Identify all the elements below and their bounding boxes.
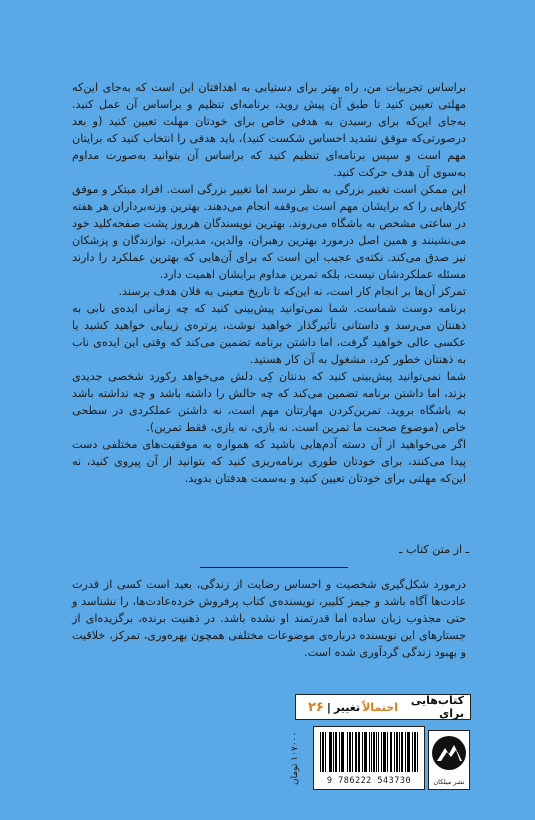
barcode-bar bbox=[381, 732, 382, 772]
barcode-bar bbox=[378, 732, 379, 772]
barcode-bar bbox=[387, 732, 388, 772]
barcode-bar bbox=[352, 732, 353, 772]
barcode-bar bbox=[385, 732, 386, 772]
barcode-bar bbox=[359, 732, 360, 772]
paragraph: براساس تجربیات من، راه بهتر برای دستیابی به اهدافتان این است که به‌جای این‌که مهلتی تعیین کنید تا طبق آن پیش روید، برنامه‌ای تنظیم و براساس آن عمل کنید. به‌جای این‌که برای رسیدن به هدفی خاص برای خودتان مهلت تعیین کنید (و بعد درصورتی‌که موفق نشدید احساس شکست کنید)، باید هدفی را انتخاب کنید که برایتان مهم است و سپس برنامه‌ای تنظیم کنید که براساس آن بتوانید به‌صورت مداوم به‌سوی آن هدف حرکت کنید. bbox=[72, 81, 466, 179]
about-text bbox=[72, 576, 466, 661]
barcode-bar bbox=[343, 732, 344, 772]
series-separator: | bbox=[326, 700, 331, 714]
barcode-bar bbox=[339, 732, 340, 772]
main-text bbox=[72, 79, 466, 487]
mountain-logo-icon bbox=[429, 731, 469, 775]
paragraph: شما نمی‌توانید پیش‌بینی کنید که بدنتان کِی دلش می‌خواهد رکورد شخصی جدیدی بزند، اما داشتن برنامه تضمین می‌کند که چه حالش را داشته باشد و چه نداشته باشد به باشگاه بروید. تمرین‌کردن مهارتتان مهم است، نه داشتن عملکردی در سطحی خاص (موضوع صحبت ما تمرین است. نه بازی، نه بازی، فقط تمرین). bbox=[72, 370, 466, 434]
paragraph: این ممکن است تغییر بزرگی به نظر نرسد اما تغییر بزرگی است. افراد مبتکر و موفق کارهایی را که برایشان مهم است بی‌وقفه انجام می‌دهند. بهترین وزنه‌برداران هر هفته در ساعتی مشخص به باشگاه می‌روند. بهترین نویسندگان هرروز پشت صفحه‌کلید خود می‌نشینند و همین اصل درمورد بهترین رهبران، والدین، مدیران، نوازندگان و پزشکان نیز صدق می‌کند. نکته‌ی عجیب این است که برای آن‌هایی که بهترین عملکرد را دارند مسئله عملکردشان نیست، بلکه تمرین مداوم برایشان اهمیت دارد. bbox=[72, 183, 466, 281]
source-attribution: ـ از متن کتاب ـ bbox=[399, 543, 469, 556]
barcode-bar bbox=[397, 732, 398, 772]
barcode-bar bbox=[399, 732, 400, 772]
divider bbox=[200, 567, 348, 568]
barcode-bar bbox=[391, 732, 392, 772]
series-title-pre: کتاب‌هایی برای bbox=[410, 694, 464, 720]
barcode-bar bbox=[394, 732, 395, 772]
barcode-bar bbox=[405, 732, 406, 772]
barcode-bar bbox=[369, 732, 370, 772]
barcode-bar bbox=[323, 732, 324, 772]
barcode-digits: 9 786222 543730 bbox=[326, 776, 412, 786]
barcode-bar bbox=[336, 732, 337, 772]
barcode bbox=[313, 726, 425, 790]
publisher-name: نشر میلکان bbox=[433, 778, 465, 786]
series-label bbox=[295, 694, 471, 720]
barcode-bar bbox=[366, 732, 367, 772]
barcode-bar bbox=[320, 732, 321, 772]
barcode-bar bbox=[402, 732, 403, 772]
barcode-bar bbox=[417, 732, 418, 772]
price-label: ۱۰۷۰۰۰ تومان bbox=[290, 732, 300, 786]
barcode-bar bbox=[412, 732, 413, 772]
paragraph: اگر می‌خواهید از آن دسته آدم‌هایی باشید که همواره به موفقیت‌های مختلفی دست پیدا می‌کنند، برای خودتان طوری برنامه‌ریزی کنید که بتوانید از آن پیروی کنید، نه این‌که مهلتی برای خودتان تعیین کنید و به‌سمت هدفتان بدوید. bbox=[72, 438, 466, 485]
paragraph: تمرکز آن‌ها بر انجام کار است، نه این‌که تا تاریخ معینی به فلان هدف برسند. bbox=[118, 285, 466, 298]
barcode-bar bbox=[356, 732, 357, 772]
barcode-bar bbox=[331, 732, 332, 772]
barcode-bar bbox=[333, 732, 334, 772]
paragraph: برنامه دوست شماست. شما نمی‌توانید پیش‌بینی کنید که چه زمانی ایده‌ی نابی به ذهنتان می‌رسد و داستانی تأثیرگذار خواهید نوشت، پرتره‌ی زیبایی خواهید کشید یا عکسی عالی خواهید گرفت، اما داشتن برنامه تضمین می‌کند که وقتی این ایده‌ی ناب به ذهنتان خطور کرد، مشغول به آن کار هستید. bbox=[72, 302, 466, 366]
barcode-bar bbox=[374, 732, 375, 772]
publisher-logo bbox=[428, 730, 470, 790]
barcode-bar bbox=[347, 732, 348, 772]
barcode-bar bbox=[409, 732, 410, 772]
about-paragraph: درمورد شکل‌گیری شخصیت و احساس رضایت از زندگی، بعید است کسی از قدرت عادت‌ها آگاه باشد و جیمز کلییر، نویسنده‌ی کتاب پرفروش خرده‌عادت‌ها، را نشناسد و حتی مجذوب زبان ساده اما قدرتمند او نشده باشد. در ذهنیت برنده، برگزیده‌ای از جستارهای این نویسنده درباره‌ی موضوعات مختلفی همچون بهره‌وری، تمرکز، خلاقیت و بهبود زندگی گردآوری شده است. bbox=[72, 578, 466, 659]
barcode-bar bbox=[415, 732, 416, 772]
barcode-bar bbox=[371, 732, 372, 772]
series-number: ۲۶ bbox=[308, 699, 324, 715]
series-title-post: تغییر bbox=[333, 700, 361, 714]
barcode-bars bbox=[320, 732, 418, 772]
barcode-bar bbox=[350, 732, 351, 772]
series-title-accent: احتمالاً bbox=[362, 700, 398, 714]
barcode-bar bbox=[325, 732, 326, 772]
barcode-bar bbox=[362, 732, 363, 772]
